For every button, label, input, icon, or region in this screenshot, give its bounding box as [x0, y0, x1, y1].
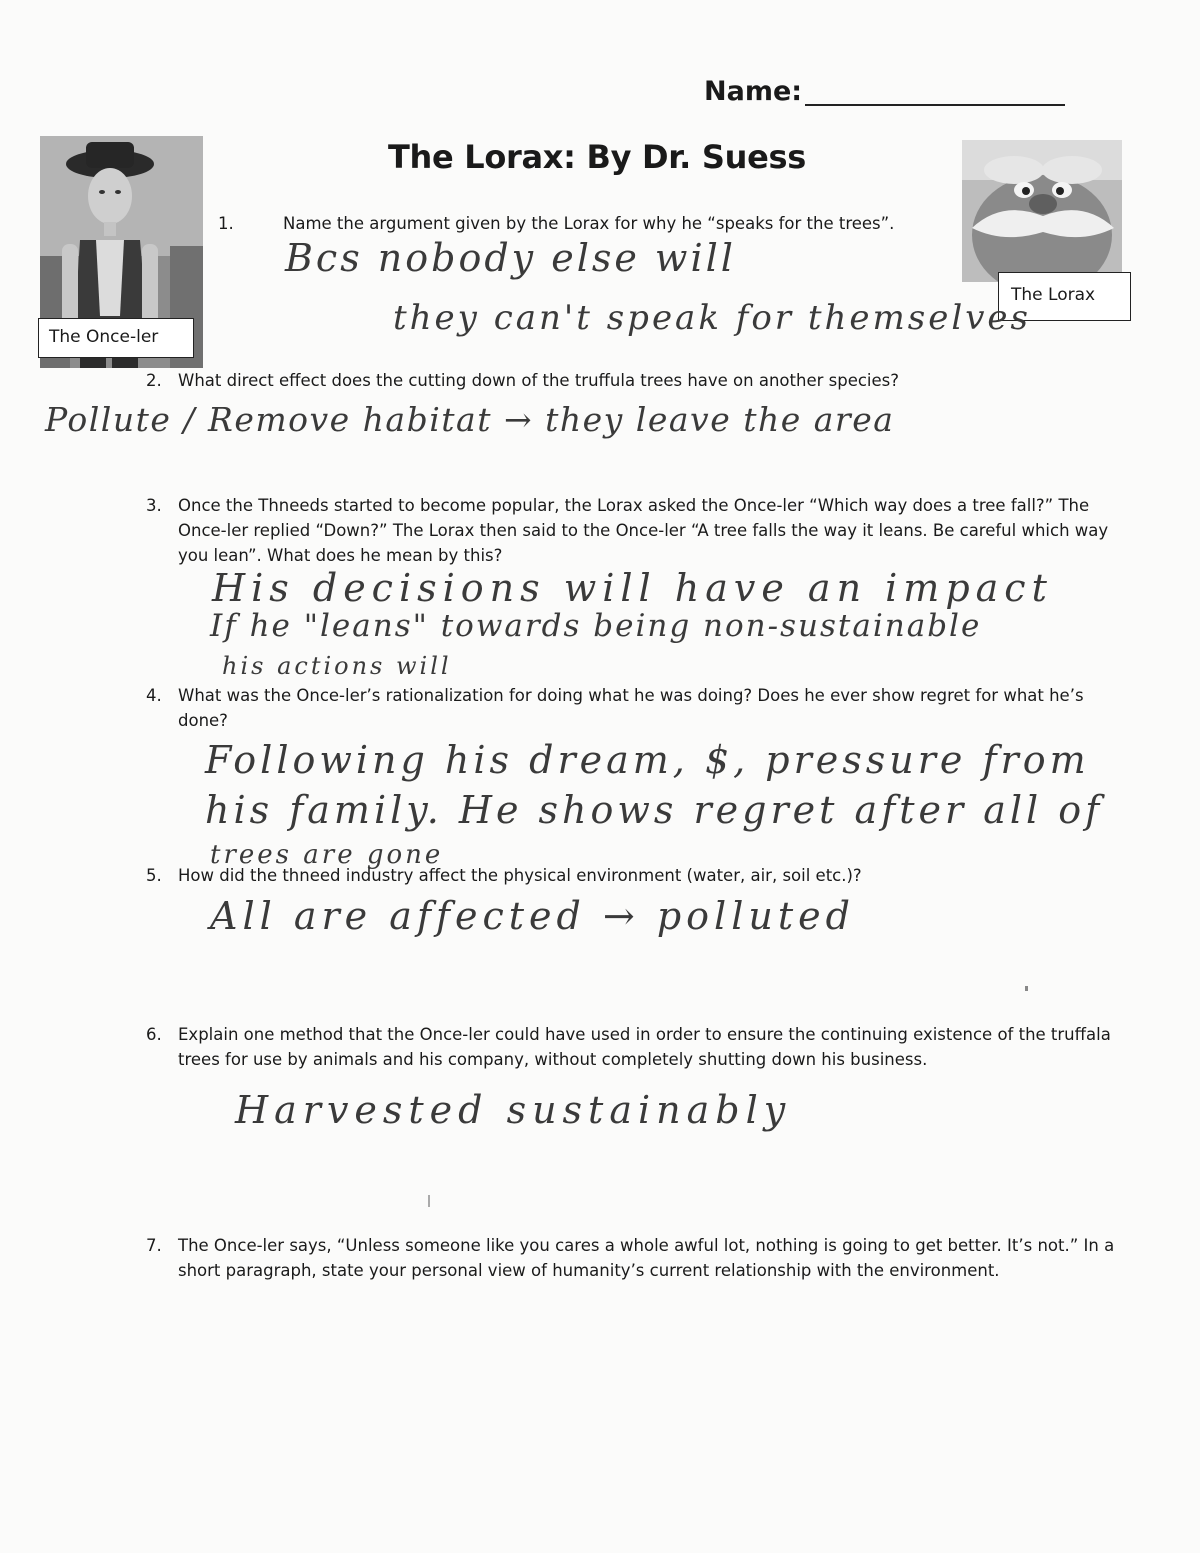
handwritten-answer[interactable]: Pollute / Remove habitat → they leave the area [45, 400, 895, 439]
question-number: 3. [146, 496, 162, 515]
question-text: Once the Thneeds started to become popular, the Lorax asked the Once-ler “Which way does a tree fall?” The Once-ler replied “Down?” The Lorax then said to the Once-ler “A tree falls the way it leans. Be careful which way you lean”. What does he mean by this? [178, 496, 1109, 565]
question-number: 2. [146, 371, 162, 390]
lorax-caption: The Lorax [998, 272, 1131, 321]
name-label: Name: [704, 76, 803, 107]
lorax-picture [962, 140, 1122, 282]
question-number: 1. [218, 214, 234, 233]
handwritten-answer[interactable]: If he "leans" towards being non-sustainable [210, 608, 982, 644]
question-text: The Once-ler says, “Unless someone like you cares a whole awful lot, nothing is going to get better. It’s not.” In a short paragraph, state your personal view of humanity’s current relationship with the environment. [178, 1236, 1115, 1280]
name-blank-line[interactable] [805, 104, 1065, 106]
scan-speck [428, 1195, 430, 1207]
question-text: How did the thneed industry affect the physical environment (water, air, soil etc.)? [178, 866, 862, 885]
handwritten-answer[interactable]: All are affected → polluted [210, 894, 855, 938]
question-text: What direct effect does the cutting down of the truffula trees have on another species? [178, 371, 900, 390]
question-text: What was the Once-ler’s rationalization for doing what he was doing? Does he ever show regret for what he’s done? [178, 686, 1084, 730]
handwritten-answer[interactable]: his actions will [222, 652, 452, 680]
question-number: 6. [146, 1025, 162, 1044]
handwritten-answer[interactable]: his family. He shows regret after all of [205, 788, 1104, 832]
question-text: Name the argument given by the Lorax for why he “speaks for the trees”. [283, 214, 895, 233]
handwritten-answer[interactable]: Harvested sustainably [235, 1088, 792, 1132]
handwritten-answer[interactable]: Following his dream, $, pressure from [205, 738, 1090, 782]
handwritten-answer[interactable]: trees are gone [210, 840, 444, 870]
handwritten-answer[interactable]: Bcs nobody else will [285, 236, 736, 280]
question-number: 5. [146, 866, 162, 885]
question-number: 7. [146, 1236, 162, 1255]
onceler-caption: The Once-ler [38, 318, 194, 358]
lorax-illustration [962, 140, 1122, 282]
handwritten-answer[interactable]: they can't speak for themselves [393, 298, 1031, 338]
worksheet-title: The Lorax: By Dr. Suess [388, 138, 806, 176]
question-number: 4. [146, 686, 162, 705]
question-text: Explain one method that the Once-ler could have used in order to ensure the continuing existence of the truffala trees for use by animals and his company, without completely shutting down his business. [178, 1025, 1111, 1069]
scan-speck [1025, 986, 1028, 991]
handwritten-answer[interactable]: His decisions will have an impact [212, 566, 1053, 610]
